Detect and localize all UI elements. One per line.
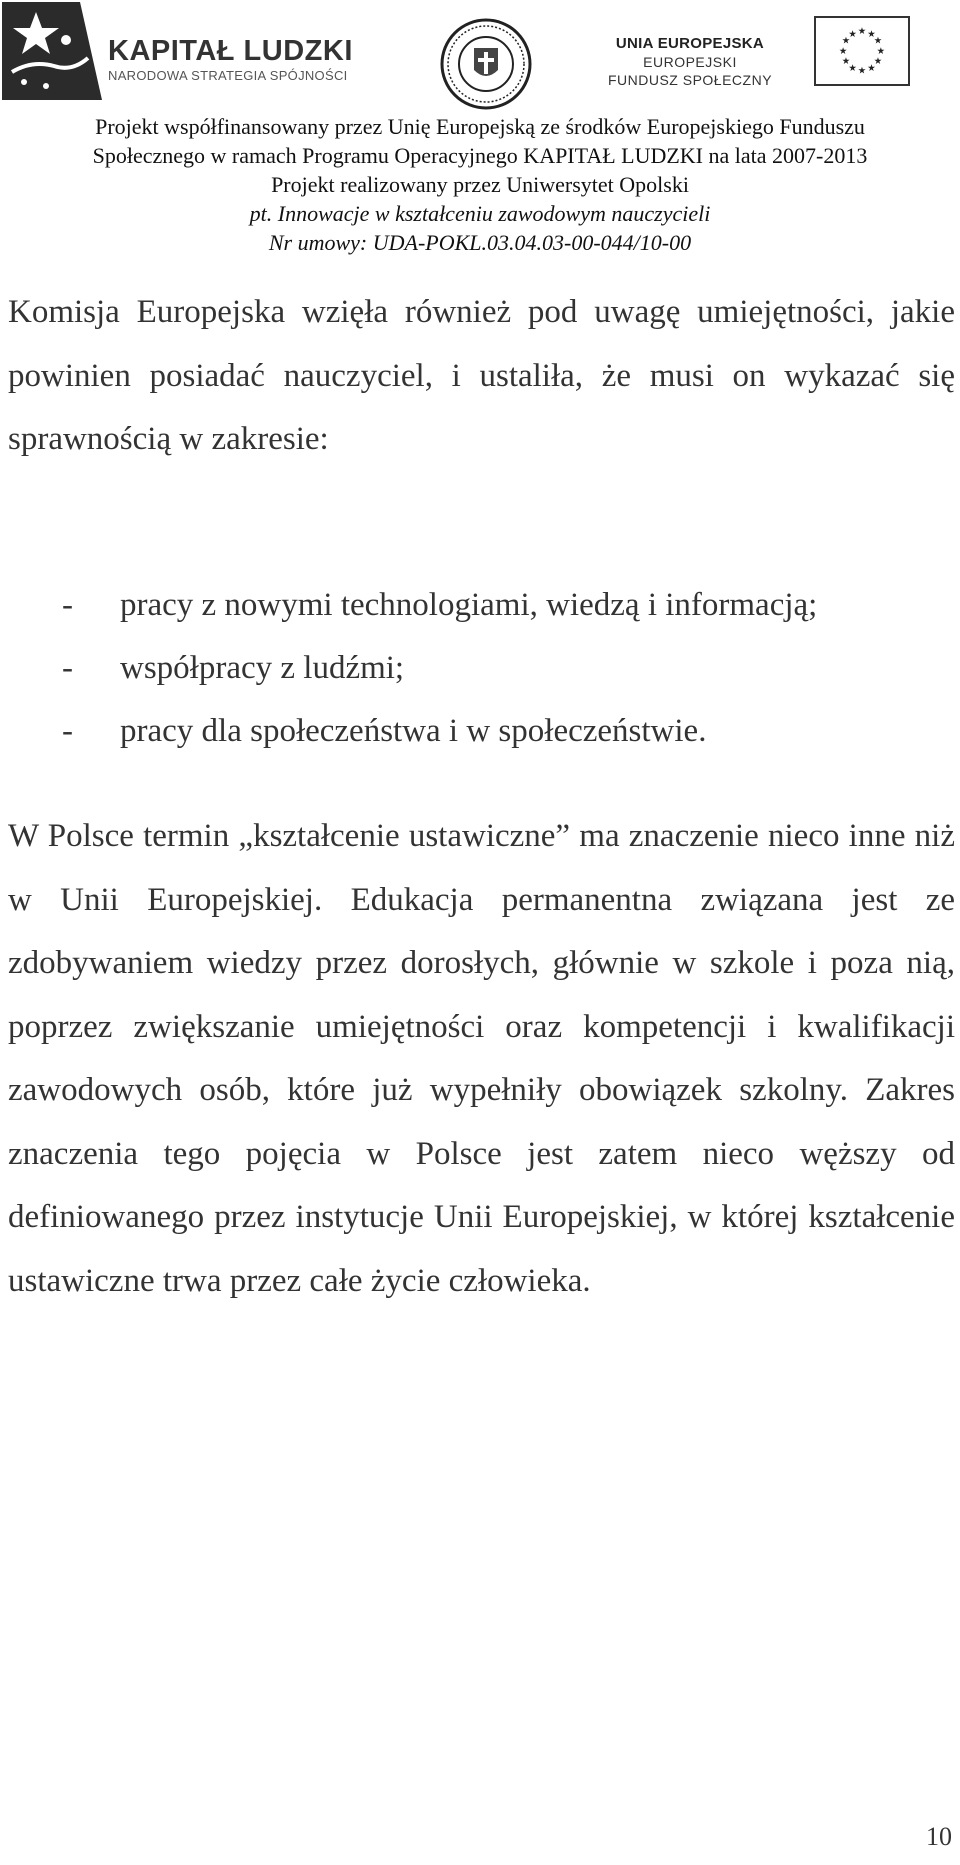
list-item-text: pracy dla społeczeństwa i w społeczeństwie. [120,713,707,749]
eu-stars-flag-icon [814,16,910,86]
eu-union-label: UNIA EUROPEJSKA [615,35,765,52]
page-number: 10 [926,1822,952,1851]
svg-text:★: ★ [857,65,867,77]
svg-text:★: ★ [873,35,883,47]
eu-wordmark [605,34,775,89]
star-figure-logo-icon [2,2,102,100]
svg-text:★: ★ [867,28,876,40]
project-programme-line: Społecznego w ramach Programu Operacyjnego KAPITAŁ LUDZKI na lata 2007-2013 [92,143,868,168]
project-implementer-line: Projekt realizowany przez Uniwersytet Opolski [271,172,689,197]
kapital-ludzki-wordmark [108,36,353,84]
kapital-ludzki-subtitle: NARODOWA STRATEGIA SPÓJNOŚCI [108,68,348,83]
svg-text:★: ★ [838,45,848,57]
svg-text:★: ★ [876,45,886,57]
kapital-ludzki-title: KAPITAŁ LUDZKI [108,35,353,67]
eu-fund-label-1: EUROPEJSKI [643,54,737,70]
svg-text:★: ★ [848,62,857,74]
svg-text:★: ★ [873,56,883,68]
project-title-line: pt. Innowacje w kształceniu zawodowym nauczycieli [249,201,711,226]
list-item-text: współpracy z ludźmi; [120,650,405,686]
list-dash: - [62,650,73,686]
list-dash: - [62,713,73,749]
logo-strip [0,0,960,110]
project-header [0,112,960,257]
intro-paragraph: Komisja Europejska wzięła również pod uwagę umiejętności, jakie powinien posiadać nauczyciel, i ustaliła, że musi on wykazać się sprawnością w zakresie: [8,294,955,457]
list-dash: - [62,587,73,623]
skills-list [0,574,960,763]
lifelong-learning-paragraph: W Polsce termin „kształcenie ustawiczne” ma znaczenie nieco inne niż w Unii Europejskiej. Edukacja permanentna związana jest ze zdobywaniem wiedzy przez dorosłych, głównie w szkole i poza nią, poprzez zwiększanie umiejętności oraz kompetencji i kwalifikacji zawodowych osób, które już wypełniły obowiązek szkolny. Zakres znaczenia tego pojęcia w Polsce jest zatem nieco węższy od definiowanego przez instytucje Unii Europejskiej, w której kształcenie ustawiczne trwa przez całe życie człowieka. [8,818,955,1299]
eu-fund-label-2: FUNDUSZ SPOŁECZNY [607,72,773,88]
svg-text:★: ★ [841,35,851,47]
list-item [0,700,960,763]
svg-text:★: ★ [867,62,876,74]
project-cofinancing-line: Projekt współfinansowany przez Unię Europejską ze środków Europejskiego Funduszu [95,114,865,139]
university-seal-icon [440,18,532,110]
svg-text:★: ★ [848,28,857,40]
project-contract-line: Nr umowy: UDA-POKL.03.04.03-00-044/10-00 [268,230,692,255]
list-item [0,574,960,637]
svg-text:★: ★ [857,26,867,38]
list-item [0,637,960,700]
list-item-text: pracy z nowymi technologiami, wiedzą i informacją; [120,587,818,623]
svg-text:★: ★ [841,56,851,68]
